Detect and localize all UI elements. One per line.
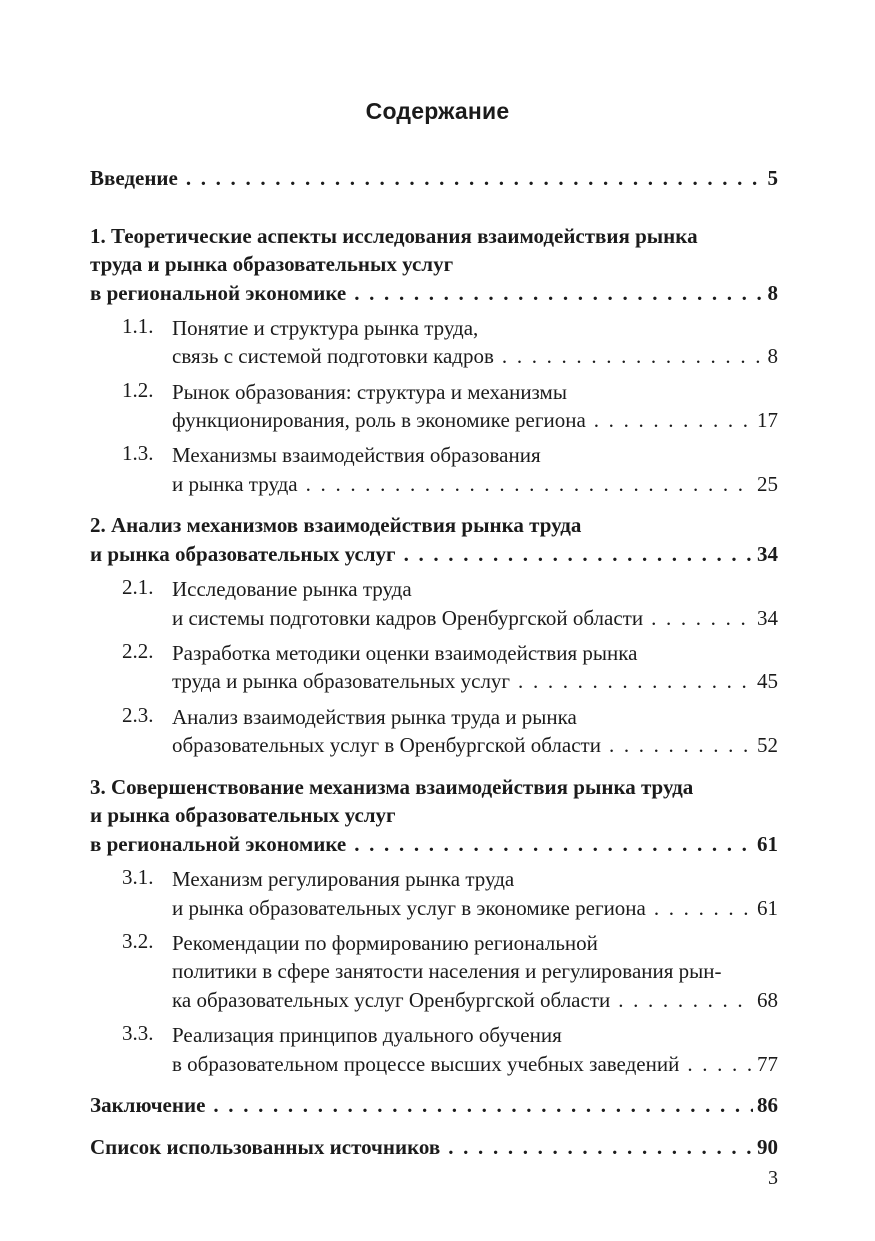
subsection-line (172, 470, 778, 499)
chapter-text: 1. Теоретические аспекты исследования взаимодействия рынка (90, 223, 698, 248)
chapter-text: и рынка образовательных услуг (90, 542, 396, 567)
subsection-line (172, 957, 778, 986)
subsection-body (172, 703, 778, 760)
subsection-line (172, 703, 778, 732)
subsection-page: 68 (757, 987, 778, 1012)
chapter-text: труда и рынка образовательных услуг (90, 252, 454, 277)
spacer (90, 1120, 778, 1133)
dot-leader (502, 342, 764, 371)
subsection-text: и системы подготовки кадров Оренбургской области (172, 605, 644, 630)
dot-leader (404, 540, 753, 569)
dot-leader (594, 406, 753, 435)
chapter-text: 2. Анализ механизмов взаимодействия рынка труда (90, 513, 582, 538)
subsection-number: 1.1. (122, 313, 154, 338)
subsection-text: ка образовательных услуг Оренбургской области (172, 987, 611, 1012)
subsection-line (172, 894, 778, 923)
subsection-text: труда и рынка образовательных услуг (172, 669, 511, 694)
subsection-number: 3.1. (122, 864, 154, 889)
toc-references[interactable] (90, 1133, 778, 1162)
dot-leader (651, 604, 753, 633)
toc-subsection-1-3[interactable] (90, 441, 778, 498)
dot-leader (518, 667, 753, 696)
toc-subsection-1-2[interactable] (90, 378, 778, 435)
subsection-page: 52 (757, 733, 778, 758)
dot-leader (354, 279, 763, 308)
subsection-text: Понятие и структура рынка труда, (172, 315, 479, 340)
chapter-line (90, 222, 778, 251)
dot-leader (618, 986, 753, 1015)
dot-leader (354, 830, 753, 859)
toc-conclusion[interactable] (90, 1091, 778, 1120)
table-of-contents (90, 164, 778, 1161)
toc-intro[interactable] (90, 164, 778, 193)
chapter-text: в региональной экономике (90, 280, 347, 305)
subsection-number: 3.3. (122, 1020, 154, 1045)
subsection-body (172, 441, 778, 498)
chapter-line (90, 830, 778, 859)
chapter-text: и рынка образовательных услуг (90, 803, 396, 828)
subsection-page: 77 (757, 1051, 778, 1076)
page-title: Содержание (365, 98, 510, 124)
toc-subsection-3-2[interactable] (90, 929, 778, 1015)
chapter-line (90, 540, 778, 569)
subsection-line (172, 667, 778, 696)
dot-leader (213, 1091, 753, 1120)
toc-intro-page: 5 (767, 166, 778, 190)
subsection-line (172, 731, 778, 760)
toc-intro-label: Введение (90, 166, 178, 190)
subsection-page: 34 (757, 605, 778, 630)
subsection-text: и рынка труда (172, 471, 298, 496)
subsection-line (172, 1050, 778, 1079)
toc-references-line (90, 1133, 778, 1162)
subsection-line (172, 406, 778, 435)
subsection-page: 25 (757, 471, 778, 496)
chapter-page: 34 (757, 542, 778, 567)
subsection-body (172, 575, 778, 632)
chapter-line (90, 511, 778, 540)
subsection-page: 61 (757, 895, 778, 920)
subsection-text: Механизмы взаимодействия образования (172, 443, 541, 468)
subsection-number: 3.2. (122, 928, 154, 953)
dot-leader (687, 1050, 753, 1079)
subsection-number: 1.3. (122, 441, 154, 466)
subsection-line (172, 441, 778, 470)
dot-leader (306, 470, 753, 499)
toc-subsection-2-3[interactable] (90, 703, 778, 760)
subsection-line (172, 314, 778, 343)
spacer (90, 193, 778, 222)
subsection-line (172, 929, 778, 958)
subsection-body (172, 1021, 778, 1078)
subsection-number: 2.3. (122, 702, 154, 727)
toc-subsection-2-1[interactable] (90, 575, 778, 632)
subsection-number: 1.2. (122, 377, 154, 402)
subsection-line (172, 639, 778, 668)
subsection-body (172, 314, 778, 371)
subsection-line (172, 575, 778, 604)
subsection-text: функционирования, роль в экономике региона (172, 408, 586, 433)
toc-conclusion-page: 86 (757, 1093, 778, 1118)
subsection-line (172, 986, 778, 1015)
chapter-text: 3. Совершенствование механизма взаимодействия рынка труда (90, 774, 694, 799)
subsection-number: 2.2. (122, 638, 154, 663)
subsection-text: образовательных услуг в Оренбургской области (172, 733, 601, 758)
subsection-line (172, 865, 778, 894)
subsection-body (172, 929, 778, 1015)
subsection-body (172, 378, 778, 435)
dot-leader (654, 894, 753, 923)
subsection-text: Механизм регулирования рынка труда (172, 866, 515, 891)
subsection-body (172, 865, 778, 922)
subsection-text: политики в сфере занятости населения и регулирования рын- (172, 959, 722, 984)
subsection-text: связь с системой подготовки кадров (172, 344, 494, 369)
subsection-text: Исследование рынка труда (172, 577, 412, 602)
toc-conclusion-line (90, 1091, 778, 1120)
subsection-body (172, 639, 778, 696)
toc-chapter-2[interactable] (90, 511, 778, 568)
subsection-page: 45 (757, 669, 778, 694)
toc-subsection-3-1[interactable] (90, 865, 778, 922)
subsection-number: 2.1. (122, 575, 154, 600)
subsection-text: в образовательном процессе высших учебных заведений (172, 1051, 680, 1076)
subsection-text: и рынка образовательных услуг в экономике региона (172, 895, 646, 920)
dot-leader (186, 164, 764, 193)
dot-leader (448, 1133, 753, 1162)
chapter-line (90, 250, 778, 279)
subsection-page: 17 (757, 408, 778, 433)
subsection-text: Анализ взаимодействия рынка труда и рынка (172, 704, 577, 729)
subsection-text: Разработка методики оценки взаимодействия рынка (172, 640, 638, 665)
page-number: 3 (768, 1167, 778, 1189)
subsection-line (172, 1021, 778, 1050)
toc-chapter-3[interactable] (90, 773, 778, 859)
toc-chapter-1[interactable] (90, 222, 778, 308)
chapter-line (90, 773, 778, 802)
chapter-page: 61 (757, 831, 778, 856)
subsection-text: Рекомендации по формированию региональной (172, 930, 598, 955)
toc-conclusion-label: Заключение (90, 1093, 206, 1118)
toc-subsection-2-2[interactable] (90, 639, 778, 696)
subsection-line (172, 378, 778, 407)
toc-references-label: Список использованных источников (90, 1134, 441, 1159)
subsection-line (172, 604, 778, 633)
chapter-page: 8 (767, 280, 778, 305)
toc-references-page: 90 (757, 1134, 778, 1159)
toc-subsection-1-1[interactable] (90, 314, 778, 371)
chapter-line (90, 279, 778, 308)
chapter-line (90, 801, 778, 830)
chapter-text: в региональной экономике (90, 831, 347, 856)
dot-leader (609, 731, 753, 760)
subsection-page: 8 (767, 344, 778, 369)
subsection-line (172, 342, 778, 371)
subsection-text: Реализация принципов дуального обучения (172, 1022, 562, 1047)
subsection-text: Рынок образования: структура и механизмы (172, 379, 567, 404)
toc-subsection-3-3[interactable] (90, 1021, 778, 1078)
toc-intro-line (90, 164, 778, 193)
